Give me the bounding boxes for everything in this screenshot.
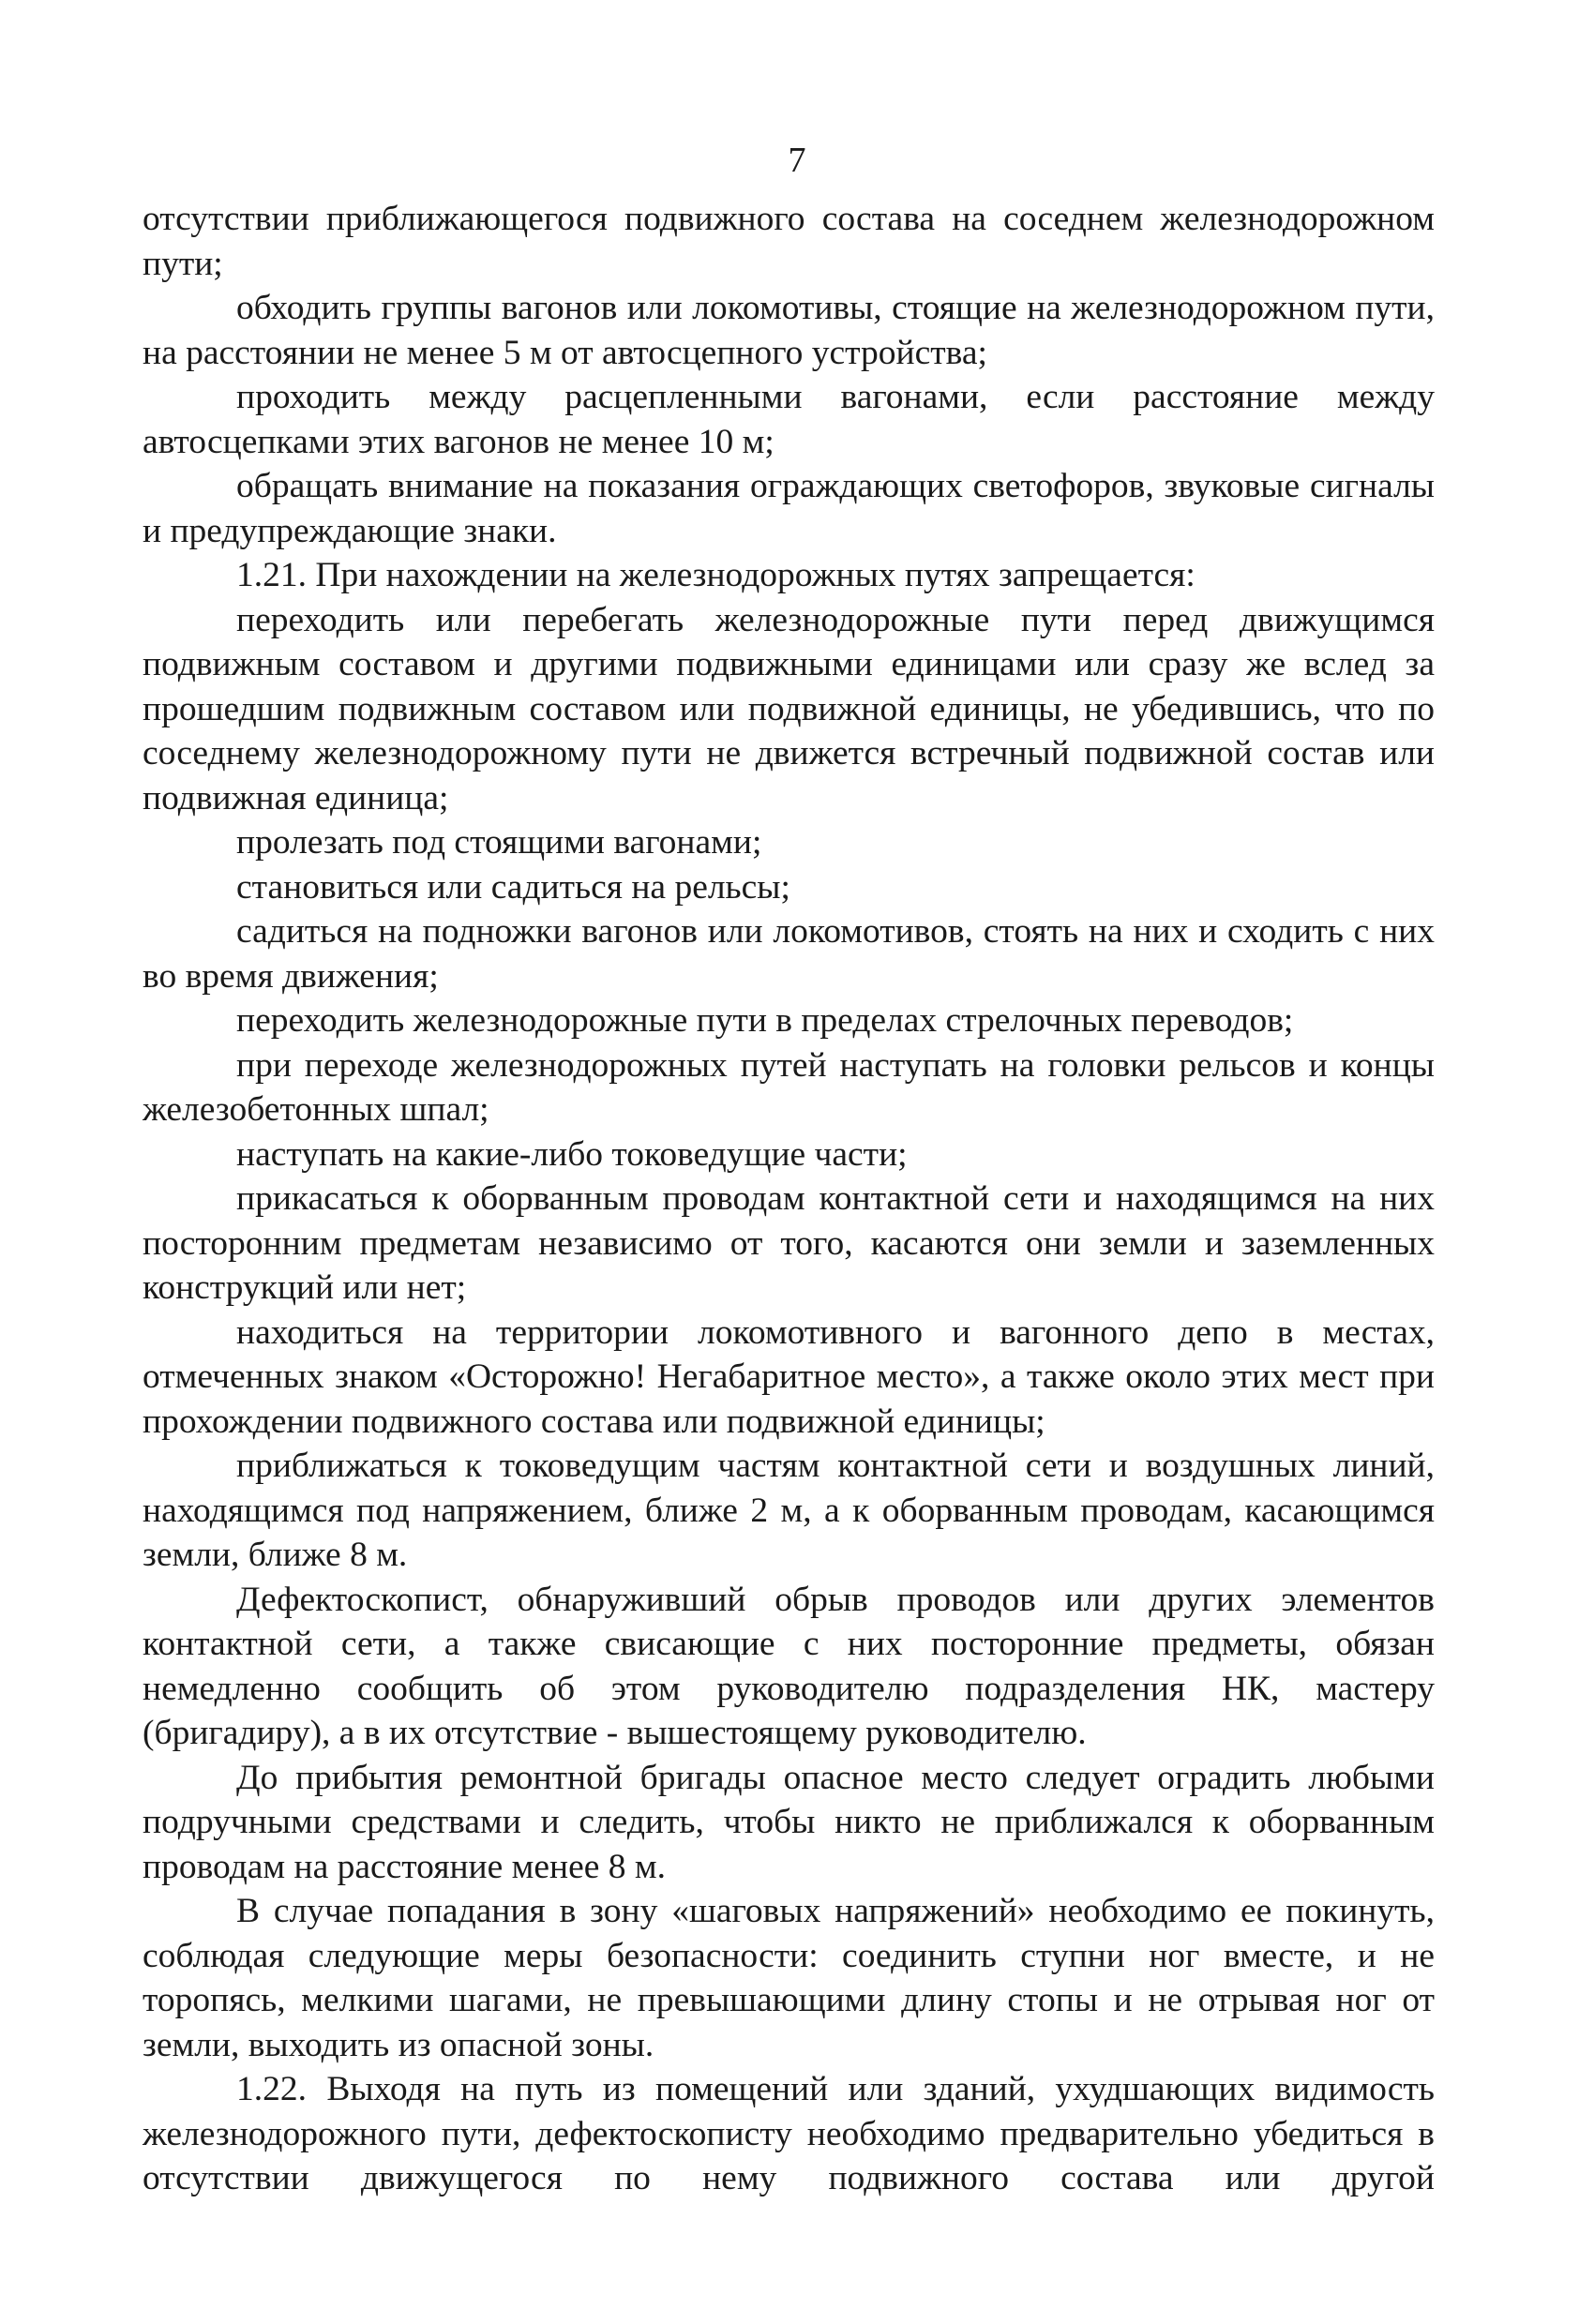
paragraph: при переходе железнодорожных путей наступать на головки рельсов и концы железобетонных шпал; bbox=[143, 1045, 1435, 1129]
paragraph: проходить между расцепленными вагонами, если расстояние между автосцепками этих вагонов не менее 10 м; bbox=[143, 378, 1435, 461]
paragraph: становиться или садиться на рельсы; bbox=[236, 867, 790, 907]
document-body bbox=[143, 197, 1435, 2201]
paragraph: Дефектоскопист, обнаруживший обрыв проводов или других элементов контактной сети, а также свисающие с них посторонние предметы, обязан немедленно сообщить об этом руководителю подразделения НК, мастеру (бригадиру), а в их отсутствие - вышестоящему руководителю. bbox=[143, 1580, 1435, 1752]
paragraph: приближаться к токоведущим частям контактной сети и воздушных линий, находящимся под напряжением, ближе 2 м, а к оборванным проводам, касающимся земли, ближе 8 м. bbox=[143, 1447, 1435, 1574]
paragraph: наступать на какие-либо токоведущие части; bbox=[236, 1134, 908, 1174]
paragraph: садиться на подножки вагонов или локомотивов, стоять на них и сходить с них во время движения; bbox=[143, 912, 1435, 996]
paragraph-clause-1-22: 1.22. Выходя на путь из помещений или зданий, ухудшающих видимость железнодорожного пути, дефектоскописту необходимо предварительно убедиться в отсутствии движущегося по нему подвижного состава или другой bbox=[143, 2070, 1435, 2197]
paragraph: До прибытия ремонтной бригады опасное место следует оградить любыми подручными средствами и следить, чтобы никто не приближался к оборванным проводам на расстояние менее 8 м. bbox=[143, 1758, 1435, 1886]
paragraph: находиться на территории локомотивного и вагонного депо в местах, отмеченных знаком «Осторожно! Негабаритное место», а также около этих мест при прохождении подвижного состава или подвижной единицы; bbox=[143, 1312, 1435, 1441]
paragraph: прикасаться к оборванным проводам контактной сети и находящимся на них посторонним предметам независимо от того, касаются они земли и заземленных конструкций или нет; bbox=[143, 1179, 1435, 1307]
paragraph: В случае попадания в зону «шаговых напряжений» необходимо ее покинуть, соблюдая следующие меры безопасности: соединить ступни ног вместе, и не торопясь, мелкими шагами, не превышающими длину стопы и не отрывая ног от земли, выходить из опасной зоны. bbox=[143, 1892, 1435, 2064]
paragraph: переходить железнодорожные пути в пределах стрелочных переводов; bbox=[236, 1001, 1294, 1040]
paragraph-continuation: отсутствии приближающегося подвижного состава на соседнем железнодорожном пути; bbox=[143, 200, 1435, 283]
paragraph: переходить или перебегать железнодорожные пути перед движущимся подвижным составом и другими подвижными единицами или сразу же вслед за прошедшим подвижным составом или подвижной единицы, не убедившись, что по соседнему железнодорожному пути не движется встречный подвижной состав или подвижная единица; bbox=[143, 600, 1435, 817]
paragraph: пролезать под стоящими вагонами; bbox=[236, 823, 762, 862]
paragraph: обходить группы вагонов или локомотивы, стоящие на железнодорожном пути, на расстоянии не менее 5 м от автосцепного устройства; bbox=[143, 289, 1435, 372]
paragraph: обращать внимание на показания ограждающих светофоров, звуковые сигналы и предупреждающие знаки. bbox=[143, 467, 1435, 550]
paragraph-clause-1-21: 1.21. При нахождении на железнодорожных путях запрещается: bbox=[236, 556, 1196, 594]
page-number: 7 bbox=[788, 141, 806, 180]
